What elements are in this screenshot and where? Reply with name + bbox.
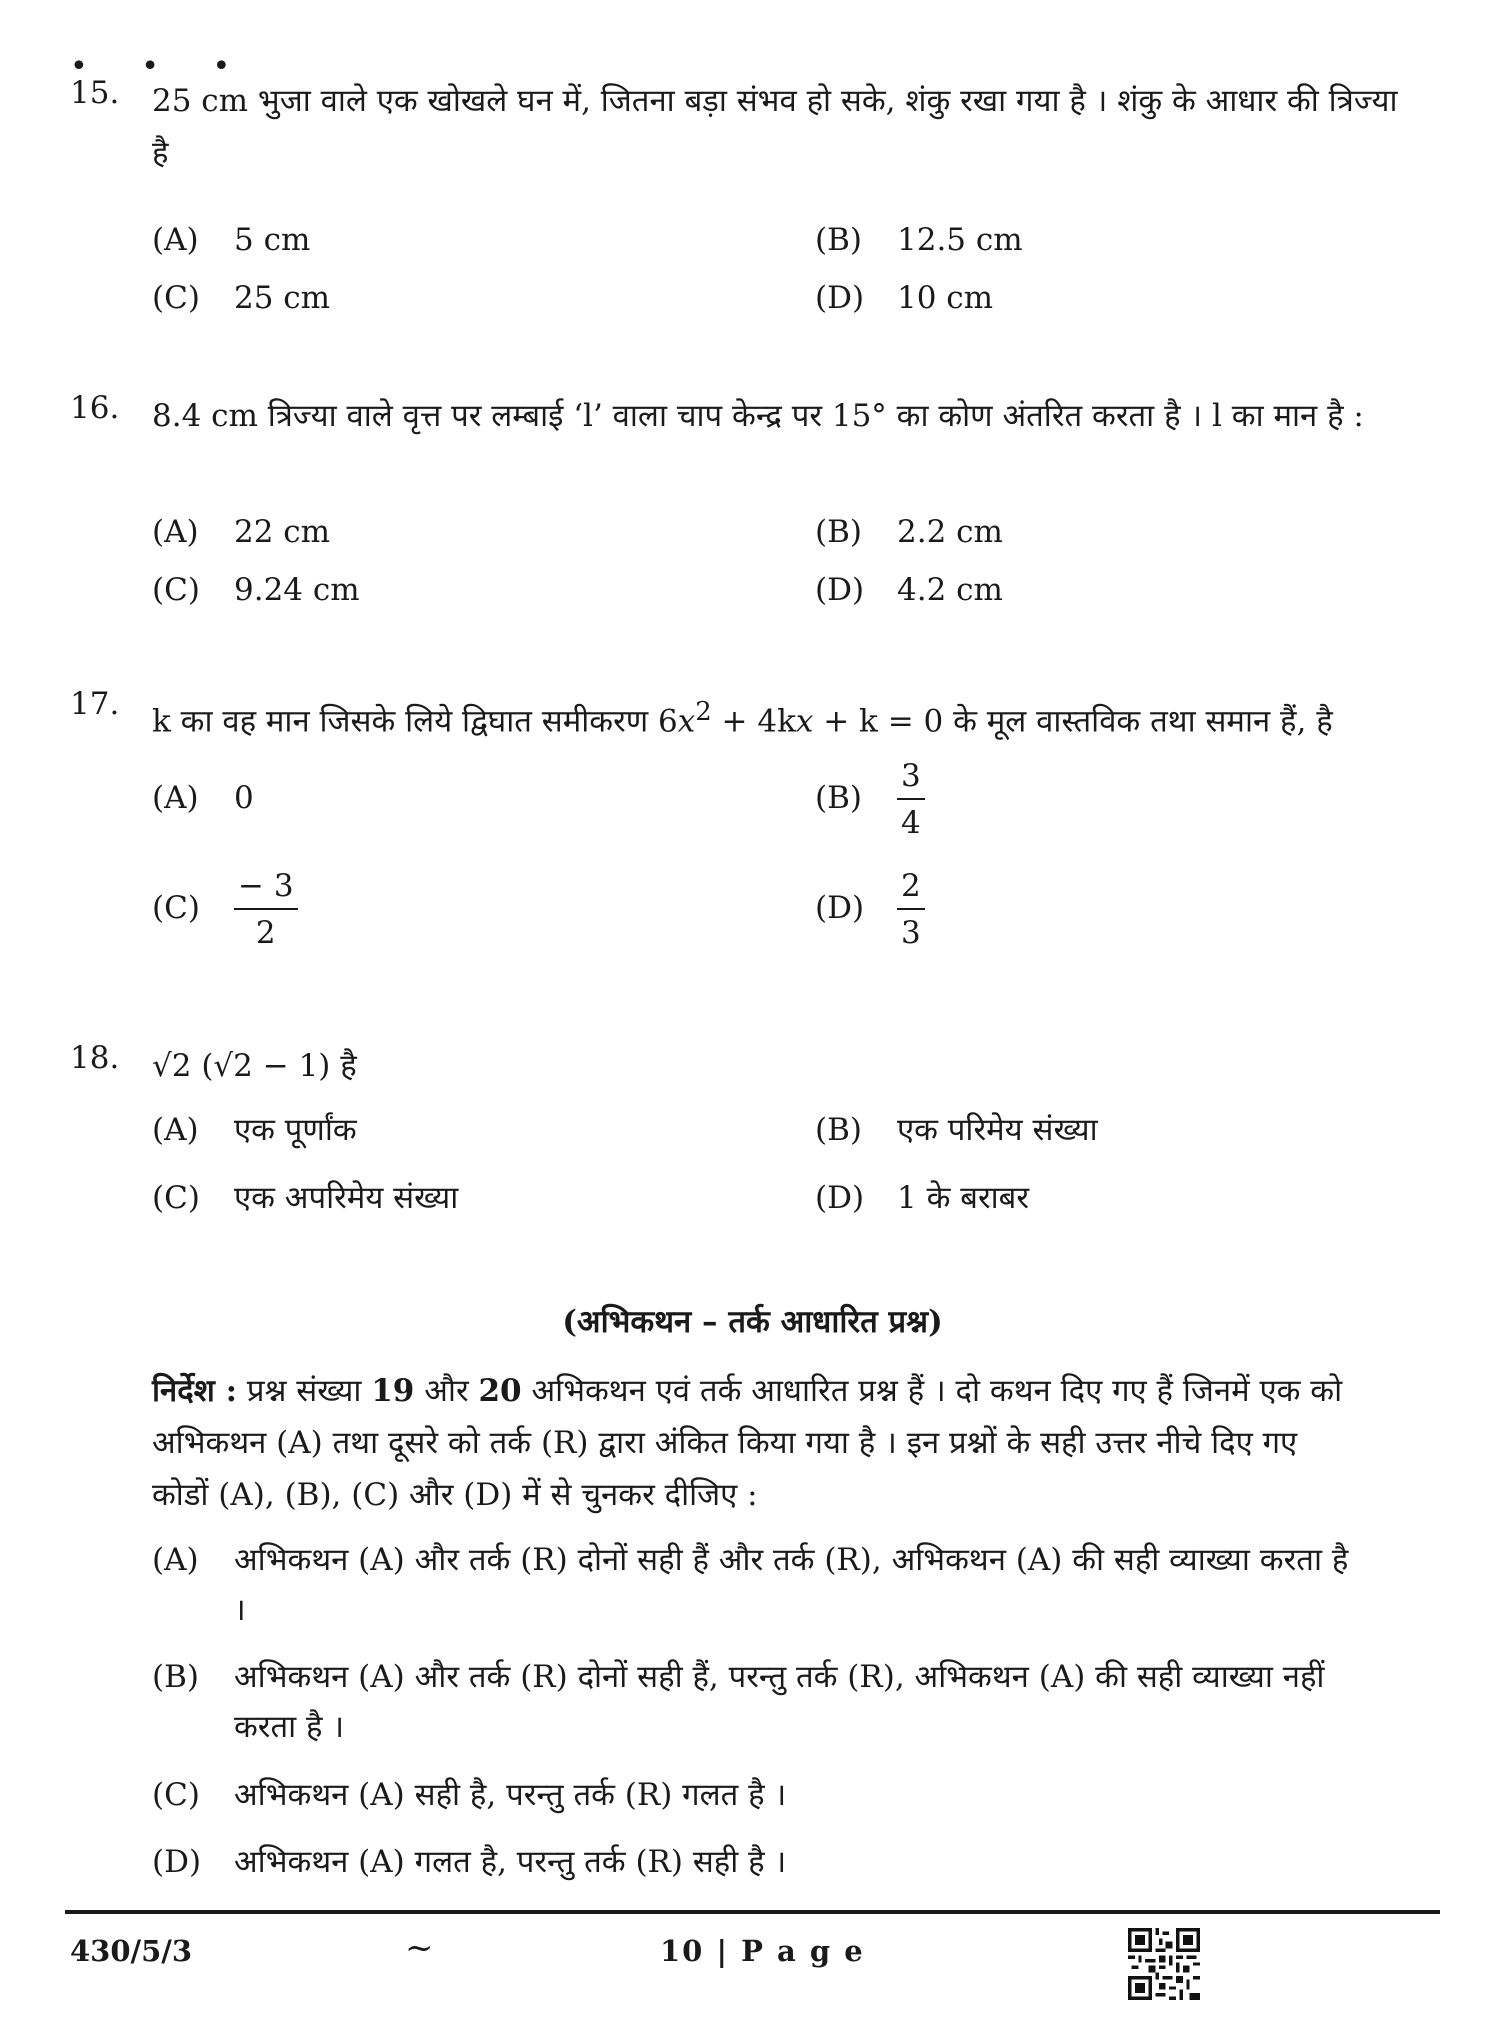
option-text: अभिकथन (A) सही है, परन्तु तर्क (R) गलत है । [234,1777,787,1813]
q18-option-d [815,1178,1029,1218]
q17-exponent: 2 [695,697,712,727]
section-directions [152,1365,1357,1521]
option-value: 5 cm [234,222,311,258]
page-number: 10 | P a g e [660,1934,865,1968]
question-ref: 20 [478,1373,522,1409]
q17-option-a [152,778,254,818]
q15-option-b [815,220,1023,260]
question-18 [70,1040,1370,1092]
q15-option-d [815,278,993,318]
q18-option-c [152,1178,458,1218]
qr-code-icon [1128,1928,1200,2000]
question-text [152,686,1422,747]
option-value: 4.2 cm [897,572,1003,608]
option-label: (A) [152,222,199,258]
fraction [234,867,298,951]
fraction-denominator: 4 [901,804,921,841]
option-label: (D) [815,280,865,316]
q15-option-a [152,220,310,260]
option-label: (A) [152,780,199,816]
ar-option-a [152,1535,1362,1635]
option-label: (A) [152,514,199,550]
fraction-denominator: 3 [901,914,921,951]
fraction-denominator: 2 [255,914,276,951]
option-value: 22 cm [234,514,331,550]
q17-option-c [152,867,298,951]
option-value: 10 cm [897,280,994,316]
option-value: 1 के बराबर [897,1180,1030,1216]
q15-option-c [152,278,330,318]
direction-text: और [414,1373,479,1409]
option-text: अभिकथन (A) और तर्क (R) दोनों सही हैं, परन्तु तर्क (R), अभिकथन (A) की सही व्याख्या नहीं करता है । [234,1659,1325,1745]
question-number: 15. [70,75,120,111]
question-ref: 19 [371,1373,415,1409]
question-15 [70,75,1398,179]
question-number: 17. [70,686,120,722]
question-17 [70,686,1370,747]
q17-var-x: x [795,703,814,740]
option-label: (D) [815,1180,865,1216]
option-label: (A) [152,1542,199,1578]
q17-option-b [815,757,925,841]
q17-text-part: k का वह मान जिसके लिये द्विघात समीकरण 6 [152,703,678,740]
question-number: 18. [70,1040,120,1076]
option-value: एक पूर्णांक [234,1112,357,1148]
option-label: (C) [152,890,200,926]
option-value: 2.2 cm [897,514,1003,550]
option-label: (B) [815,1112,862,1148]
ar-option-b [152,1652,1362,1752]
option-value: 12.5 cm [897,222,1023,258]
footer-tilde: ~ [405,1928,434,1968]
direction-text: प्रश्न संख्या [237,1373,372,1409]
option-label: (D) [152,1844,202,1880]
ar-option-d [152,1837,1362,1887]
option-label: (B) [152,1659,199,1695]
option-value: एक अपरिमेय संख्या [234,1180,459,1216]
fraction-numerator: 2 [897,871,925,910]
option-label: (D) [815,890,865,926]
question-16 [70,390,1370,442]
q17-var-x: x [677,703,696,740]
question-text: √2 (√2 − 1) है [152,1048,357,1084]
fraction [897,757,925,841]
direction-text: अभिकथन एवं तर्क आधारित प्रश्न हैं । दो कथन दिए गए हैं जिनमें एक को अभिकथन (A) तथा दूसरे को तर्क (R) द्वारा अंकित किया गया है । इन प्रश्नों के सही उत्तर नीचे दिए गए कोडों (A), (B), (C) और (D) में से चुनकर दीजिए : [152,1373,1343,1513]
q16-option-b [815,512,1003,552]
option-value: एक परिमेय संख्या [897,1112,1098,1148]
top-marker-dots: • • • [70,49,253,84]
option-label: (C) [152,1180,200,1216]
q18-option-b [815,1110,1098,1150]
fraction [897,867,925,951]
q16-option-c [152,570,360,610]
paper-code: 430/5/3 [70,1934,193,1968]
question-text: 25 cm भुजा वाले एक खोखले घन में, जितना बड़ा संभव हो सके, शंकु रखा गया है । शंकु के आधार की त्रिज्या है [152,83,1398,171]
option-label: (C) [152,1777,200,1813]
fraction-numerator: − 3 [234,871,298,910]
option-value: 9.24 cm [234,572,360,608]
option-label: (B) [815,514,862,550]
option-text: अभिकथन (A) गलत है, परन्तु तर्क (R) सही है । [234,1844,787,1880]
q18-option-a [152,1110,357,1150]
option-label: (B) [815,780,862,816]
option-label: (B) [815,222,862,258]
option-label: (C) [152,280,200,316]
ar-option-c [152,1770,1362,1820]
option-value: 0 [234,780,254,816]
footer-divider [65,1910,1440,1914]
q16-option-a [152,512,330,552]
question-text: 8.4 cm त्रिज्या वाले वृत्त पर लम्बाई ‘l’ वाला चाप केन्द्र पर 15° का कोण अंतरित करता है । l का मान है : [152,398,1364,434]
q16-option-d [815,570,1003,610]
question-number: 16. [70,390,120,426]
option-value: 25 cm [234,280,331,316]
section-title: (अभिकथन – तर्क आधारित प्रश्न) [562,1304,943,1340]
direction-label: निर्देश : [152,1373,238,1409]
option-text: अभिकथन (A) और तर्क (R) दोनों सही हैं और तर्क (R), अभिकथन (A) की सही व्याख्या करता है । [234,1542,1349,1628]
fraction-numerator: 3 [897,761,925,800]
q17-text-part: + k = 0 के मूल वास्तविक तथा समान हैं, है [813,703,1333,740]
q17-option-d [815,867,925,951]
option-label: (C) [152,572,200,608]
option-label: (A) [152,1112,199,1148]
option-label: (D) [815,572,865,608]
q17-text-part: + 4k [711,703,796,740]
